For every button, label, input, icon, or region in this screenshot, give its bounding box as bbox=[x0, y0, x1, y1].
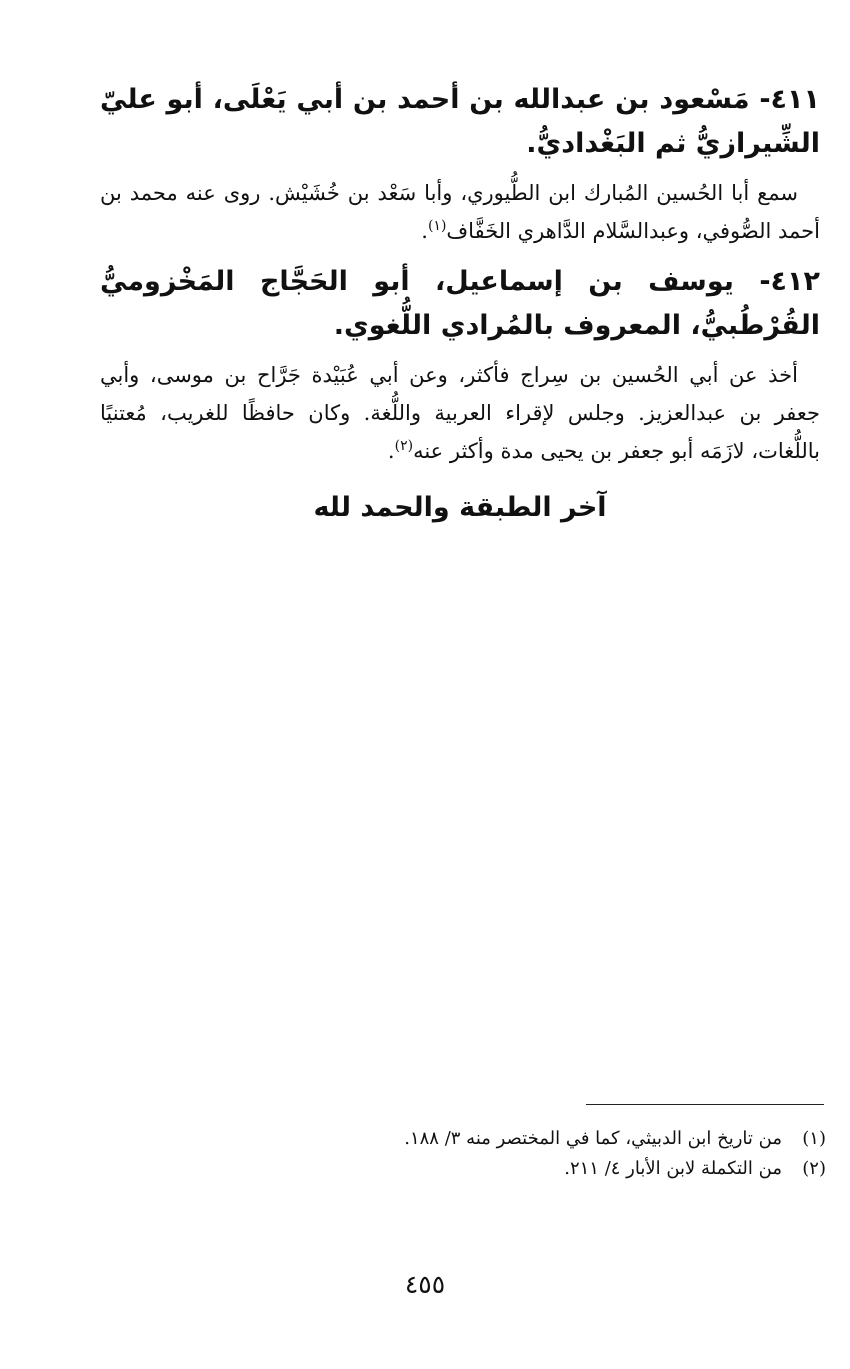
footnote-reference: (٢) bbox=[394, 438, 414, 454]
section-end-title: آخر الطبقة والحمد لله bbox=[313, 492, 607, 523]
footnote-number: (٢) bbox=[802, 1158, 826, 1179]
main-text bbox=[100, 78, 820, 523]
entry-heading-411: ٤١١- مَسْعود بن عبدالله بن أحمد بن أبي يَعْلَى، أبو عليّ الشِّيرازيُّ ثم البَغْداديُّ. bbox=[100, 84, 820, 159]
entry-text: سمع أبا الحُسين المُبارك ابن الطُّيوري، وأبا سَعْد بن خُشَيْش. روى عنه محمد بن أحمد الصُّوفي، وعبدالسَّلام الدَّاهري الخَفَّاف bbox=[100, 181, 820, 243]
footnote-text: من التكملة لابن الأبار ٤/ ٢١١. bbox=[564, 1158, 782, 1179]
footnote bbox=[106, 1154, 826, 1184]
entry-body-412: أخذ عن أبي الحُسين بن سِراج فأكثر، وعن أبي عُبَيْدة جَرَّاح بن موسى، وأبي جعفر بن عبدالعزيز. وجلس لإقراء العربية واللُّغة. وكان حافظًا للغريب، مُعتنيًا باللُّغات، لازَمَه أبو جعفر بن يحيى مدة وأكثر عنه$^{(٢)}$. bbox=[100, 363, 820, 463]
entry-text: أخذ عن أبي الحُسين بن سِراج فأكثر، وعن أبي عُبَيْدة جَرَّاح بن موسى، وأبي جعفر بن عبدالعزيز. وجلس لإقراء العربية واللُّغة. وكان حافظًا للغريب، مُعتنيًا باللُّغات، لازَمَه أبو جعفر بن يحيى مدة وأكثر عنه bbox=[100, 363, 820, 463]
entry-body-411: سمع أبا الحُسين المُبارك ابن الطُّيوري، وأبا سَعْد بن خُشَيْش. روى عنه محمد بن أحمد الصُّوفي، وعبدالسَّلام الدَّاهري الخَفَّاف$^{(١)}$. bbox=[100, 181, 820, 243]
footnote-reference: (١) bbox=[427, 218, 447, 234]
footnote-number: (١) bbox=[802, 1128, 826, 1149]
footnotes bbox=[106, 1124, 826, 1184]
footnote-text: من تاريخ ابن الدبيثي، كما في المختصر منه ٣/ ١٨٨. bbox=[404, 1128, 782, 1149]
footnote-divider bbox=[586, 1104, 824, 1105]
entry-heading-412: ٤١٢- يوسف بن إسماعيل، أبو الحَجَّاج المَخْزوميُّ القُرْطُبيُّ، المعروف بالمُرادي اللُّغوي. bbox=[100, 266, 820, 341]
page-number: ٤٥٥ bbox=[404, 1270, 446, 1299]
footnote bbox=[106, 1124, 826, 1154]
